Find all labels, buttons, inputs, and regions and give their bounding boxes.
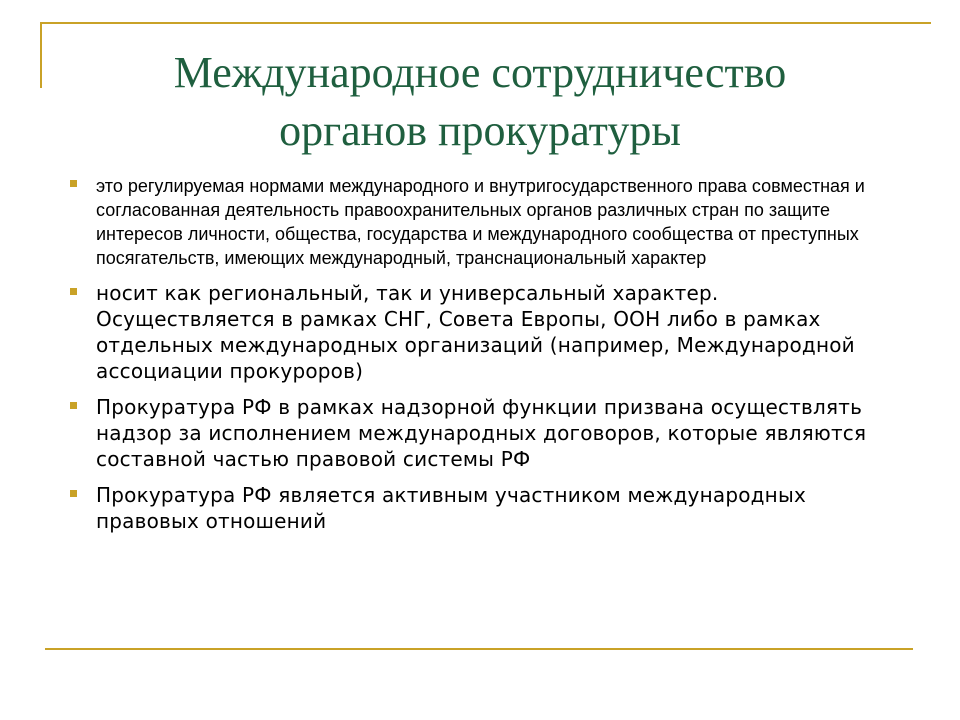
frame-bottom-line <box>45 648 913 650</box>
bullet-item <box>62 482 902 534</box>
bullet-list <box>62 174 902 544</box>
slide-title <box>80 44 880 160</box>
square-bullet-icon <box>70 402 77 409</box>
square-bullet-icon <box>70 288 77 295</box>
bullet-text: Прокуратура РФ является активным участником международных правовых отношений <box>96 483 806 533</box>
bullet-text: носит как региональный, так и универсальный характер. Осуществляется в рамках СНГ, Совета Европы, ООН либо в рамках отдельных международных организаций (например, Международной ассоциации прокуроров) <box>96 281 855 383</box>
bullet-item <box>62 394 902 472</box>
bullet-text: это регулируемая нормами международного и внутригосударственного права совместная и согласованная деятельность правоохранительных органов различных стран по защите интересов личности, общества, государства и международного сообщества от преступных посягательств, имеющих международный, транснациональный характер <box>96 176 865 268</box>
title-line-2: органов прокуратуры <box>279 106 681 155</box>
square-bullet-icon <box>70 180 77 187</box>
frame-top-line <box>41 22 931 24</box>
bullet-text: Прокуратура РФ в рамках надзорной функции призвана осуществлять надзор за исполнением международных договоров, которые являются составной частью правовой системы РФ <box>96 395 867 471</box>
square-bullet-icon <box>70 490 77 497</box>
frame-left-line <box>40 22 42 88</box>
bullet-item <box>62 174 902 270</box>
bullet-item <box>62 280 902 384</box>
title-line-1: Международное сотрудничество <box>173 48 787 97</box>
